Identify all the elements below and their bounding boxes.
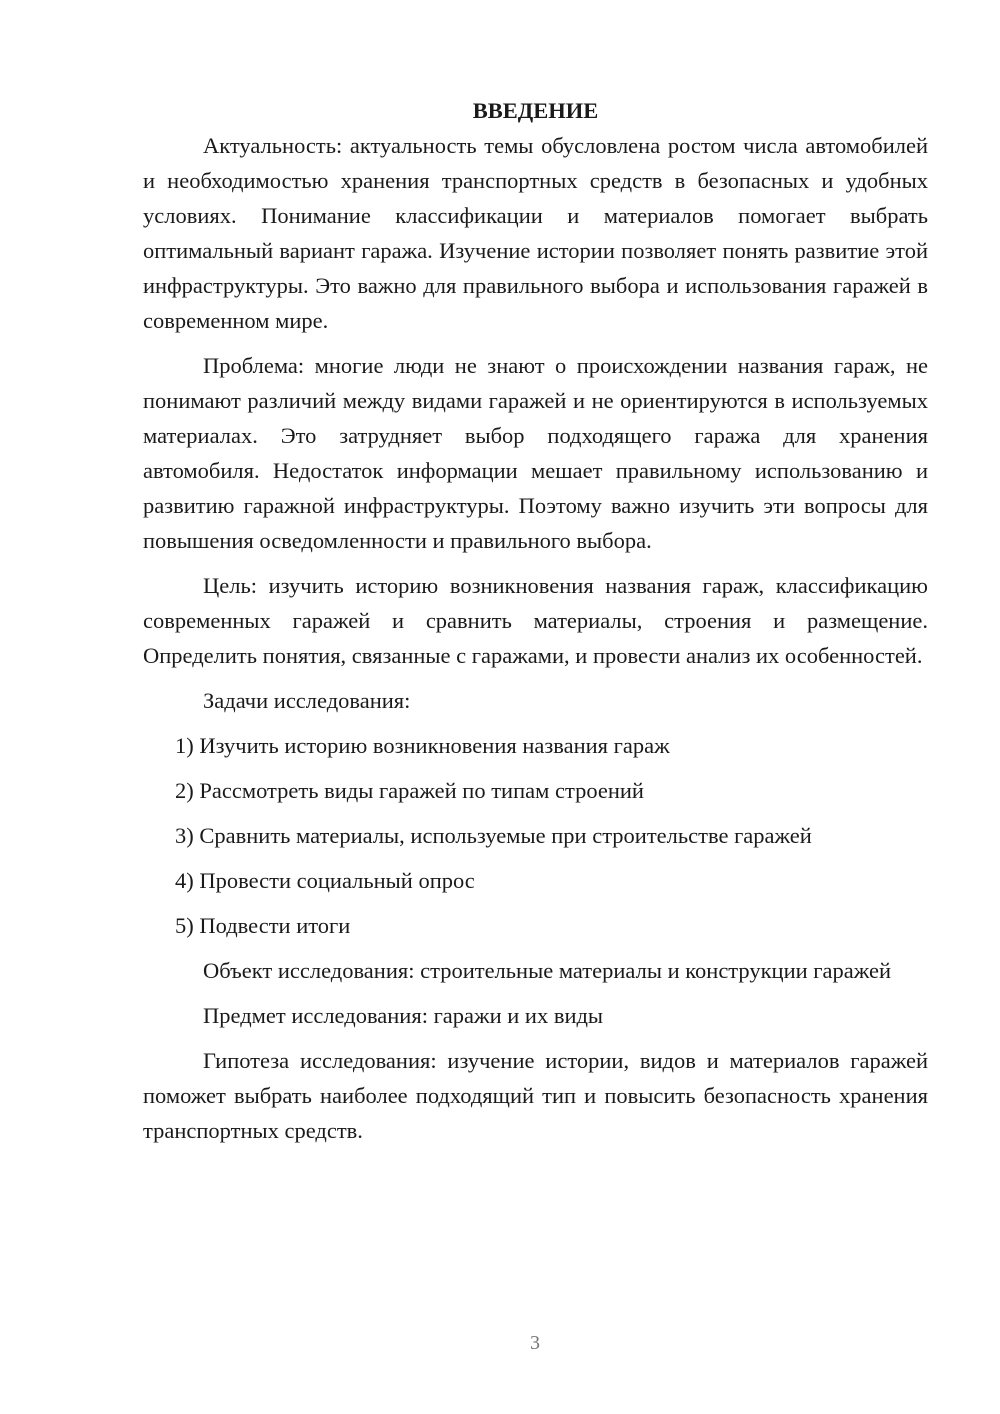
tasks-list <box>143 728 928 943</box>
task-item: 2) Рассмотреть виды гаражей по типам строений <box>175 778 644 803</box>
page-title: ВВЕДЕНИЕ <box>472 98 599 123</box>
task-item: 4) Провести социальный опрос <box>175 868 475 893</box>
subject-paragraph: Предмет исследования: гаражи и их виды <box>203 1003 604 1028</box>
task-item: 1) Изучить историю возникновения названия гараж <box>175 733 670 758</box>
object-paragraph: Объект исследования: строительные материалы и конструкции гаражей <box>203 958 892 983</box>
task-item: 5) Подвести итоги <box>175 913 351 938</box>
hypothesis-paragraph: Гипотеза исследования: изучение истории, видов и материалов гаражей поможет выбрать наиболее подходящий тип и повысить безопасность хранения транспортных средств. <box>143 1048 928 1143</box>
page-number: 3 <box>530 1332 540 1354</box>
relevance-paragraph: Актуальность: актуальность темы обусловлена ростом числа автомобилей и необходимостью хранения транспортных средств в безопасных и удобных условиях. Понимание классификации и материалов помогает выбрать оптимальный вариант гаража. Изучение истории позволяет понять развитие этой инфраструктуры. Это важно для правильного выбора и использования гаражей в современном мире. <box>143 133 928 333</box>
task-item: 3) Сравнить материалы, используемые при строительстве гаражей <box>175 823 812 848</box>
tasks-heading: Задачи исследования: <box>203 688 411 713</box>
goal-paragraph: Цель: изучить историю возникновения названия гараж, классификацию современных гаражей и сравнить материалы, строения и размещение. Определить понятия, связанные с гаражами, и провести анализ их особенностей. <box>143 573 928 668</box>
problem-paragraph: Проблема: многие люди не знают о происхождении названия гараж, не понимают различий между видами гаражей и не ориентируются в используемых материалах. Это затрудняет выбор подходящего гаража для хранения автомобиля. Недостаток информации мешает правильному использованию и развитию гаражной инфраструктуры. Поэтому важно изучить эти вопросы для повышения осведомленности и правильного выбора. <box>143 353 928 553</box>
document-page <box>143 93 928 1158</box>
